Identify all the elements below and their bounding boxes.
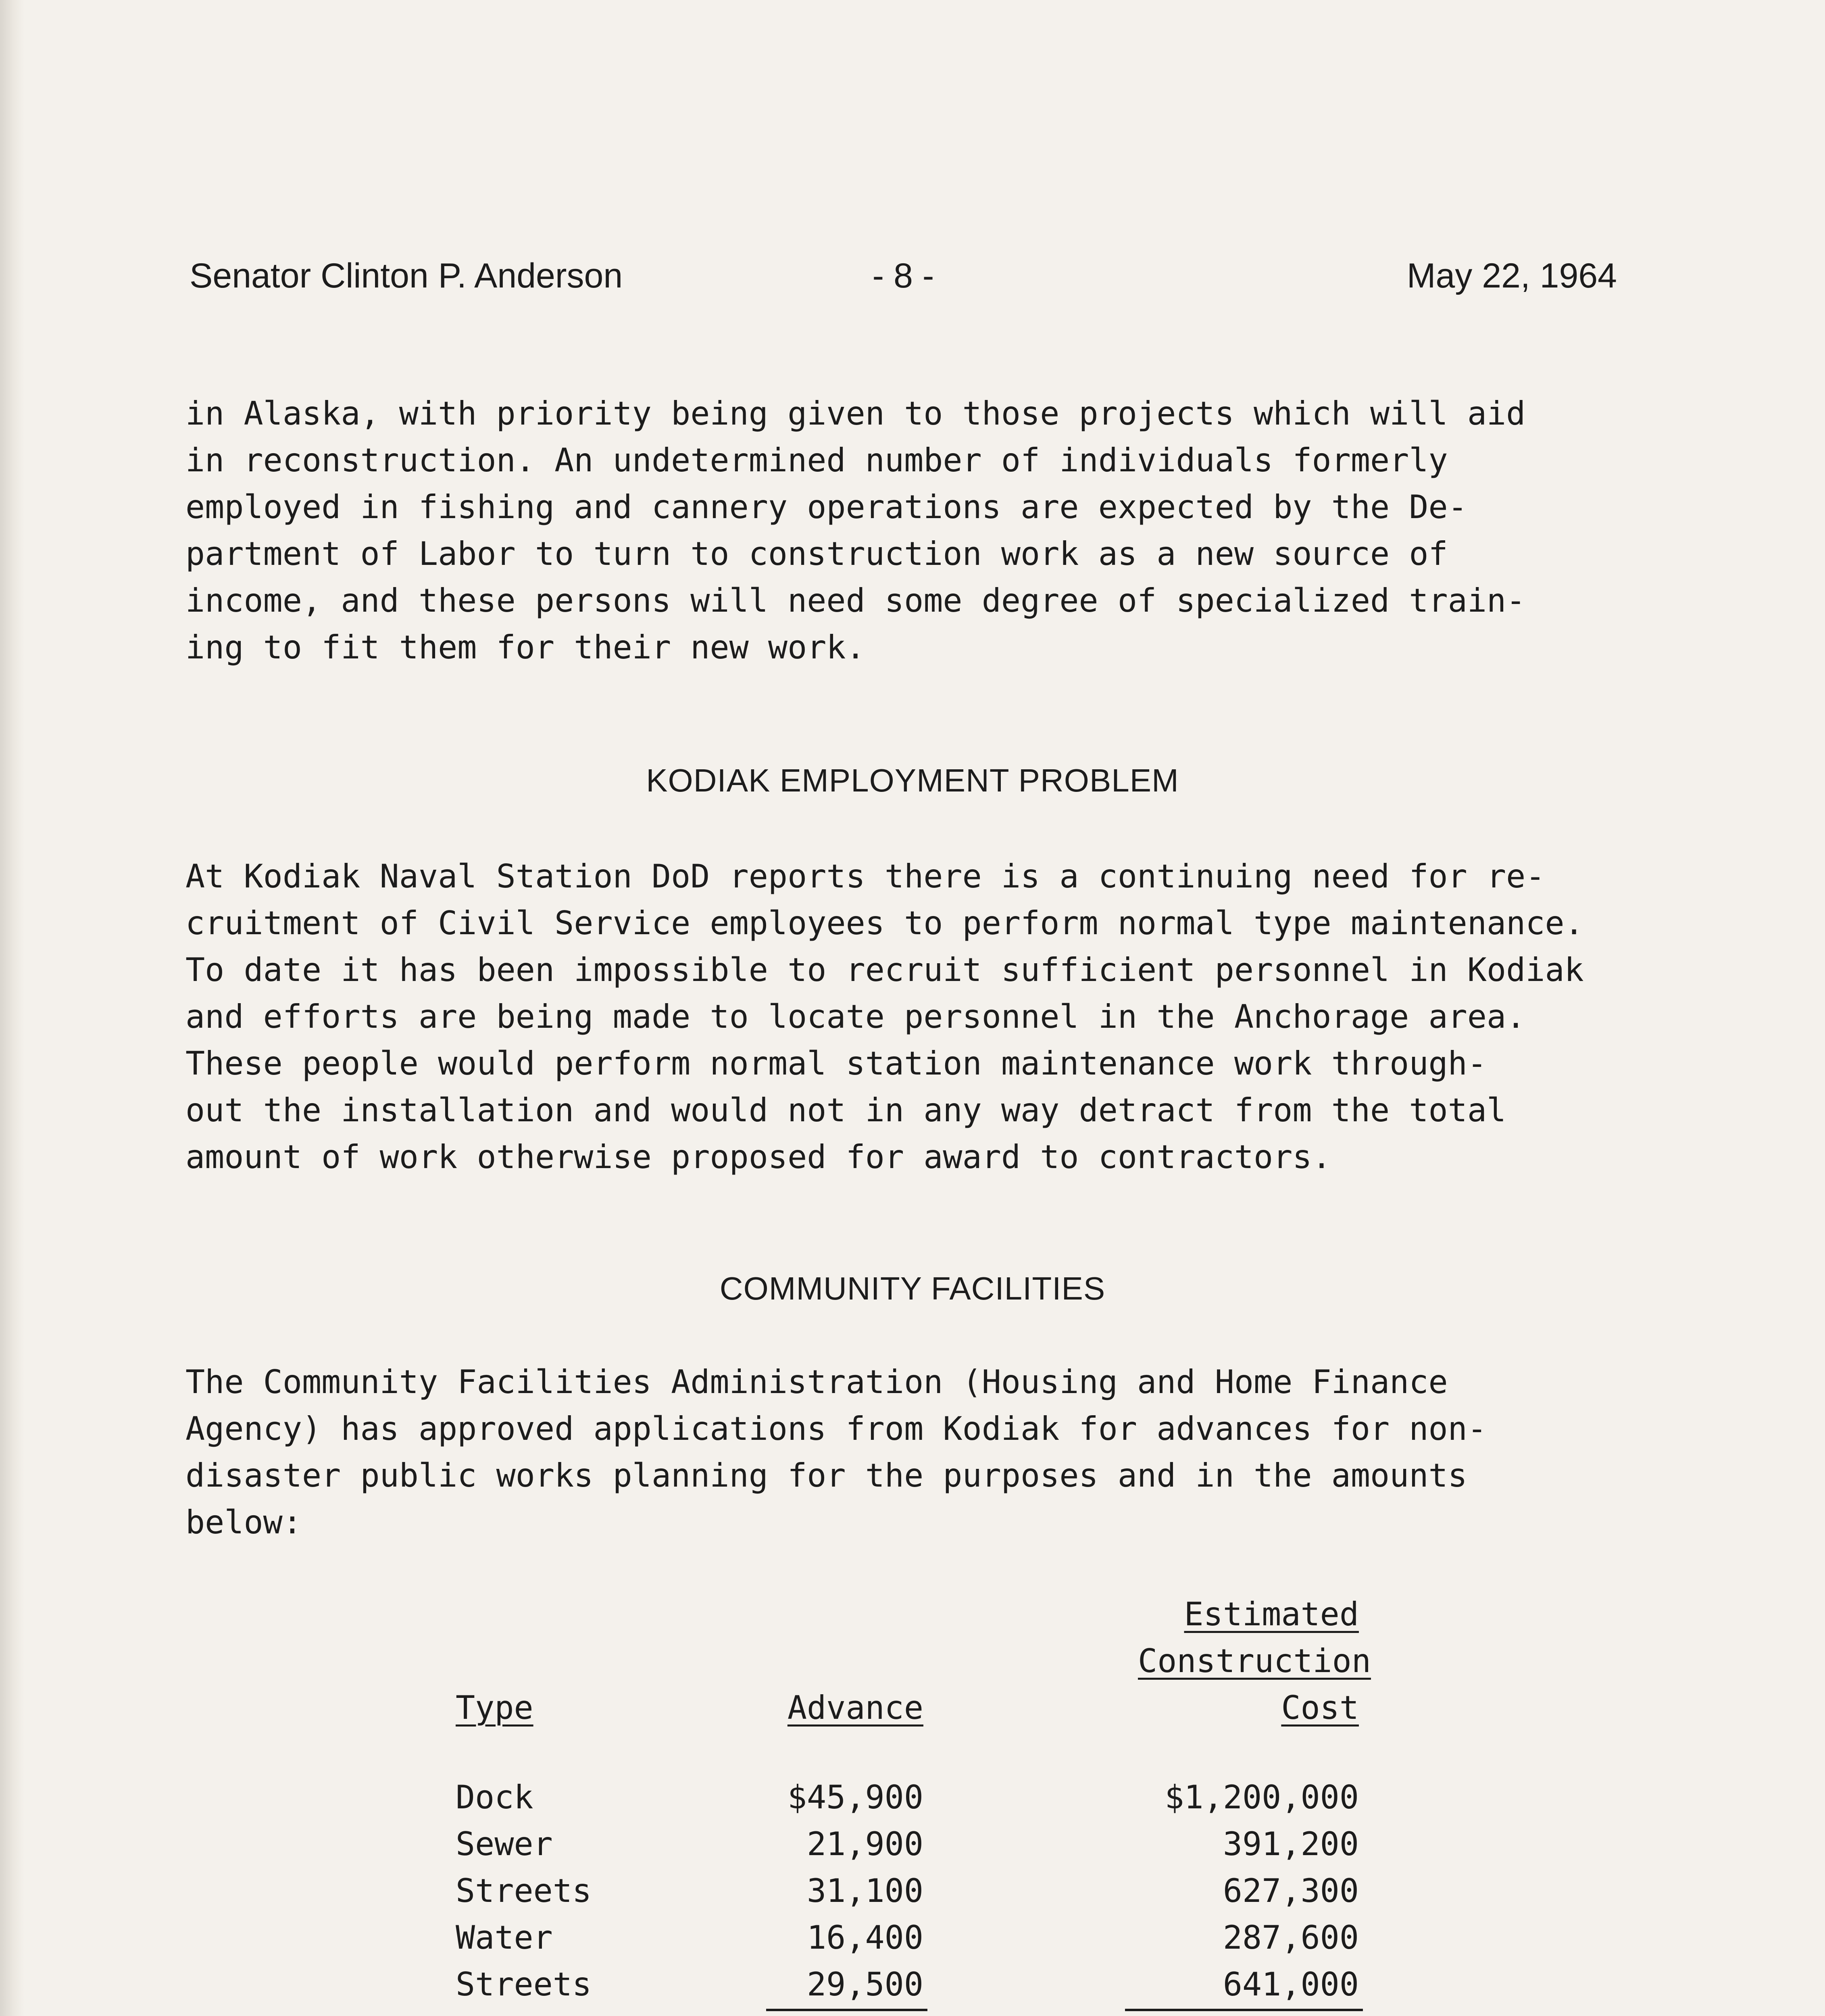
total-rule-advance [766, 2009, 927, 2011]
row-advance: 21,900 [807, 1825, 923, 1863]
row-type: Water [456, 1919, 553, 1956]
kodiak-employment-paragraph: At Kodiak Naval Station DoD reports there is a continuing need for re- cruitment of Civil Service employees to perform normal type maintenance. To date it has been impossible to recruit sufficient personnel in Kodiak and efforts are being made to locate personnel in the Anchorage area. These people would perform normal station maintenance work through- out the installation and would not in any way detract from the total amount of work otherwise proposed for award to contractors. [185, 858, 1584, 1176]
row-cost: 627,300 [1223, 1872, 1359, 1910]
heading-community-facilities: COMMUNITY FACILITIES [719, 1270, 1106, 1306]
row-type: Dock [456, 1779, 533, 1816]
page-number: - 8 - [872, 256, 934, 295]
header-recipient: Senator Clinton P. Anderson [190, 256, 623, 295]
header-construction: Construction [1138, 1642, 1371, 1680]
row-advance: 29,500 [807, 1966, 923, 2003]
total-cost [1109, 2014, 1359, 2016]
header-cost: Cost [1281, 1689, 1359, 1727]
community-facilities-paragraph: The Community Facilities Administration (Housing and Home Finance Agency) has approved applications from Kodiak for advances for non- disaster public works planning for the purposes and in the amounts below: [185, 1363, 1487, 1541]
row-cost: 641,000 [1223, 1966, 1359, 2003]
row-cost: 287,600 [1223, 1919, 1359, 1956]
row-type: Streets [456, 1966, 592, 2003]
intro-paragraph: in Alaska, with priority being given to those projects which will aid in reconstruction. An undetermined number of individuals formerly employed in fishing and cannery operations are expected by the De- partment of Labor to turn to construction work as a new source of income, and these persons will need some degree of specialized train- ing to fit them for their new work. [185, 395, 1526, 666]
row-advance: 31,100 [807, 1872, 923, 1910]
header-advance: Advance [787, 1689, 923, 1727]
header-type: Type [456, 1689, 533, 1727]
row-cost: $1,200,000 [1165, 1779, 1359, 1816]
row-cost: 391,200 [1223, 1825, 1359, 1863]
heading-kodiak-employment: KODIAK EMPLOYMENT PROBLEM [646, 762, 1179, 798]
row-type: Streets [456, 1872, 592, 1910]
row-type: Sewer [456, 1825, 553, 1863]
row-advance: 16,400 [807, 1919, 923, 1956]
total-rule-cost [1125, 2009, 1363, 2011]
row-advance: $45,900 [787, 1779, 923, 1816]
total-advance [750, 2014, 923, 2016]
header-estimated: Estimated [1184, 1595, 1359, 1633]
header-date: May 22, 1964 [1406, 256, 1617, 295]
